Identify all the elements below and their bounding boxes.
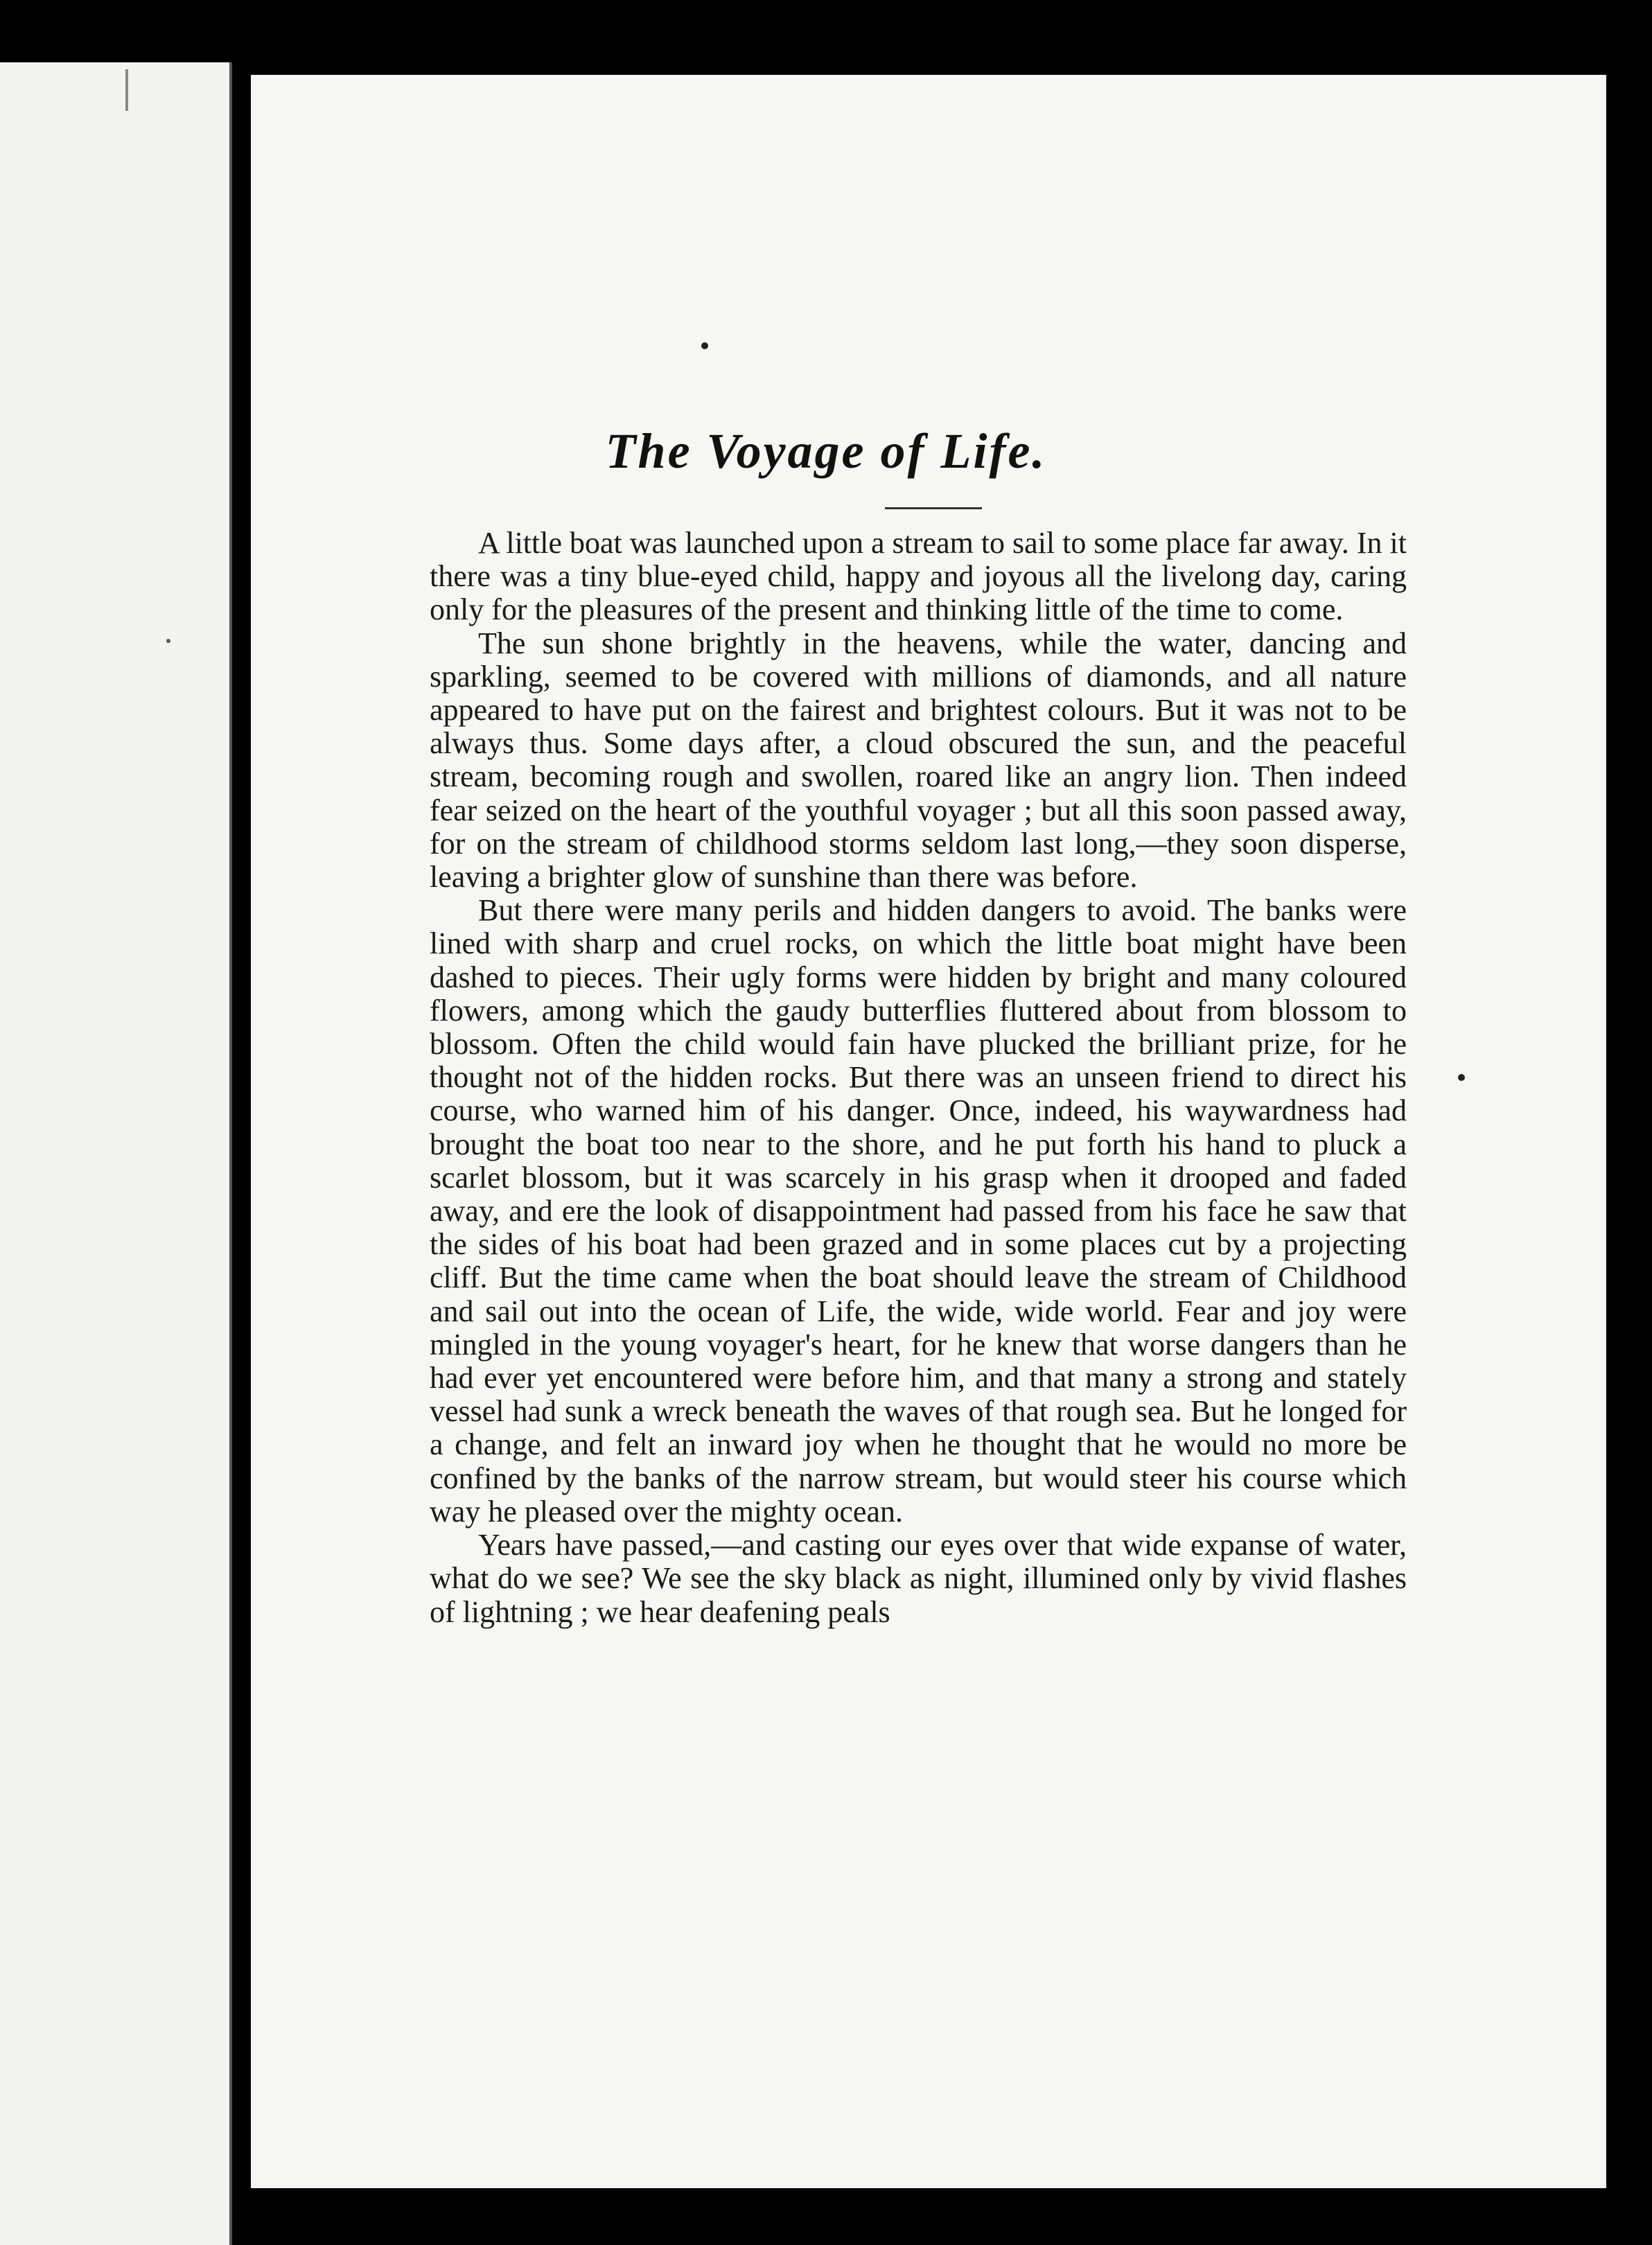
page-mark <box>125 69 128 111</box>
margin-dot <box>1458 1074 1465 1081</box>
paragraph: The sun shone brightly in the heavens, while the water, dancing and sparkling, seemed to be covered with millions of diamonds, and all nature appeared to have put on the fairest and brightest colours. But it was not to be always thus. Some days after, a cloud obscured the sun, and the peaceful stream, becoming rough and swollen, roared like an angry lion. Then indeed fear seized on the heart of the youthful voyager ; but all this soon passed away, for on the stream of childhood storms seldom last long,—they soon disperse, leaving a brighter glow of sunshine than there was before. <box>430 626 1407 895</box>
page-gutter <box>229 62 232 2245</box>
speck <box>166 639 170 643</box>
facing-page-edge <box>0 62 232 2245</box>
body-text <box>430 527 1407 1629</box>
page-title: The Voyage of Life. <box>605 423 1047 479</box>
paragraph: A little boat was launched upon a stream to sail to some place far away. In it there was a tiny blue-eyed child, happy and joyous all the livelong day, caring only for the pleasures of the present and thinking little of the time to come. <box>430 526 1407 627</box>
paragraph: Years have passed,—and casting our eyes over that wide expanse of water, what do we see? We see the sky black as night, illumined only by vivid flashes of lightning ; we hear deafening peals <box>430 1528 1407 1629</box>
ornament-dot <box>701 342 708 349</box>
title-rule <box>885 507 982 509</box>
paragraph: But there were many perils and hidden dangers to avoid. The banks were lined with sharp and cruel rocks, on which the little boat might have been dashed to pieces. Their ugly forms were hidden by bright and many coloured flowers, among which the gaudy butterflies fluttered about from blossom to blossom. Often the child would fain have plucked the brilliant prize, for he thought not of the hidden rocks. But there was an unseen friend to direct his course, who warned him of his danger. Once, indeed, his waywardness had brought the boat too near to the shore, and he put forth his hand to pluck a scarlet blossom, but it was scarcely in his grasp when it drooped and faded away, and ere the look of disappointment had passed from his face he saw that the sides of his boat had been grazed and in some places cut by a projecting cliff. But the time came when the boat should leave the stream of Childhood and sail out into the ocean of Life, the wide, wide world. Fear and joy were mingled in the young voyager's heart, for he knew that worse dangers than he had ever yet encountered were before him, and that many a strong and stately vessel had sunk a wreck beneath the waves of that rough sea. But he longed for a change, and felt an inward joy when he thought that he would no more be confined by the banks of the narrow stream, but would steer his course which way he pleased over the mighty ocean. <box>430 893 1407 1529</box>
